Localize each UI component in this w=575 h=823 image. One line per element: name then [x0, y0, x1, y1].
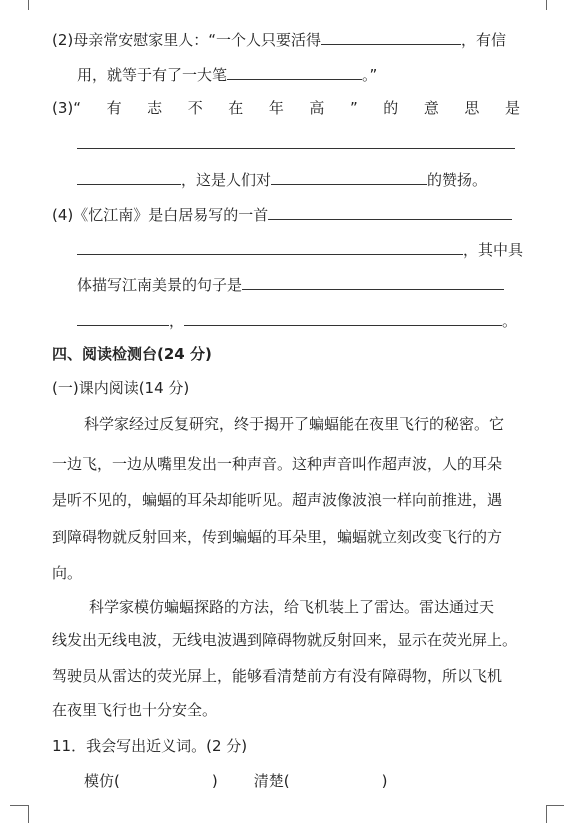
crop-mark-top-left [28, 0, 29, 10]
q11-word2: 清楚( [253, 772, 290, 790]
q3-line3-mid: ，这是人们对 [181, 171, 272, 189]
crop-mark-bottom-left-v [28, 805, 29, 823]
q4-line2 [77, 238, 523, 260]
passage-line: 向。 [52, 564, 83, 582]
q2-line1 [52, 28, 506, 50]
part1-title: (一)课内阅读(14 分) [52, 379, 190, 397]
q11-answers [84, 771, 387, 791]
q4-prefix: (4)《忆江南》是白居易写的一首 [52, 206, 269, 224]
passage-line: 一边飞，一边从嘴里发出一种声音。这种声音叫作超声波，人的耳朵 [52, 455, 503, 473]
q3-char: 年 [268, 99, 284, 117]
q4-blank1[interactable] [268, 203, 512, 220]
passage-line: 科学家模仿蝙蝠探路的方法，给飞机装上了雷达。雷达通过天 [89, 598, 495, 616]
q3-char: ” [349, 99, 358, 117]
q4-blank2[interactable] [77, 238, 463, 255]
q3-char: 在 [228, 99, 244, 117]
passage-line: 到障碍物就反射回来，传到蝙蝠的耳朵里，蝙蝠就立刻改变飞行的方 [52, 528, 503, 546]
passage-line: 线发出无线电波，无线电波遇到障碍物就反射回来，显示在荧光屏上。 [52, 631, 518, 649]
q3-char: 志 [147, 99, 163, 117]
passage-line: 是听不见的，蝙蝠的耳朵却能听见。超声波像波浪一样向前推进，遇 [52, 491, 503, 509]
q3-blank2[interactable] [77, 168, 181, 185]
q4-blank3[interactable] [242, 273, 504, 290]
q3-char: 是 [504, 99, 520, 117]
q11-word1-close: ) [211, 772, 218, 790]
q2-suffix: ，有信 [461, 31, 507, 49]
q2-prefix: (2)母亲常安慰家里人：“一个人只要活得 [52, 31, 322, 49]
q4-line3 [77, 273, 504, 295]
q4-blank4[interactable] [77, 309, 169, 326]
q2-line2-suffix: 。” [362, 66, 378, 84]
q4-line4-suffix: 。 [502, 312, 518, 330]
q3-blank-line[interactable] [77, 148, 515, 149]
q3-char: 高 [309, 99, 325, 117]
passage-line: 驾驶员从雷达的荧光屏上，能够看清楚前方有没有障碍物，所以飞机 [52, 667, 503, 685]
q3-char: 的 [383, 99, 399, 117]
crop-mark-bottom-right-v [546, 805, 547, 823]
passage-line: 在夜里飞行也十分安全。 [52, 701, 218, 719]
q4-line4 [77, 309, 517, 331]
q11-title: 11．我会写出近义词。(2 分) [52, 737, 248, 755]
q3-char: 思 [464, 99, 480, 117]
q4-line4-mid: ， [169, 312, 185, 330]
q4-line3-prefix: 体描写江南美景的句子是 [77, 276, 243, 294]
crop-mark-bottom-right-h [546, 805, 564, 806]
q3-char: 不 [187, 99, 203, 117]
q3-line1 [52, 98, 520, 118]
q3-line3 [77, 168, 487, 190]
passage-line: 科学家经过反复研究，终于揭开了蝙蝠能在夜里飞行的秘密。它 [84, 415, 505, 433]
crop-mark-top-right [546, 0, 547, 10]
q2-line2-prefix: 用，就等于有了一大笔 [77, 66, 228, 84]
q3-char: (3)“ [52, 99, 82, 117]
q3-char: 意 [423, 99, 439, 117]
q4-line1 [52, 203, 512, 225]
q3-char: 有 [106, 99, 122, 117]
section4-title: 四、阅读检测台(24 分) [52, 345, 212, 363]
q2-blank2[interactable] [227, 63, 362, 80]
q4-line2-suffix: ，其中具 [463, 241, 524, 259]
crop-mark-bottom-left-h [10, 805, 28, 806]
q2-blank1[interactable] [321, 28, 461, 45]
q2-line2 [77, 63, 377, 85]
q3-blank3[interactable] [271, 168, 427, 185]
q3-line3-suffix: 的赞扬。 [427, 171, 488, 189]
q4-blank5[interactable] [184, 309, 502, 326]
q11-word2-close: ) [381, 772, 388, 790]
q11-word1: 模仿( [84, 772, 120, 790]
